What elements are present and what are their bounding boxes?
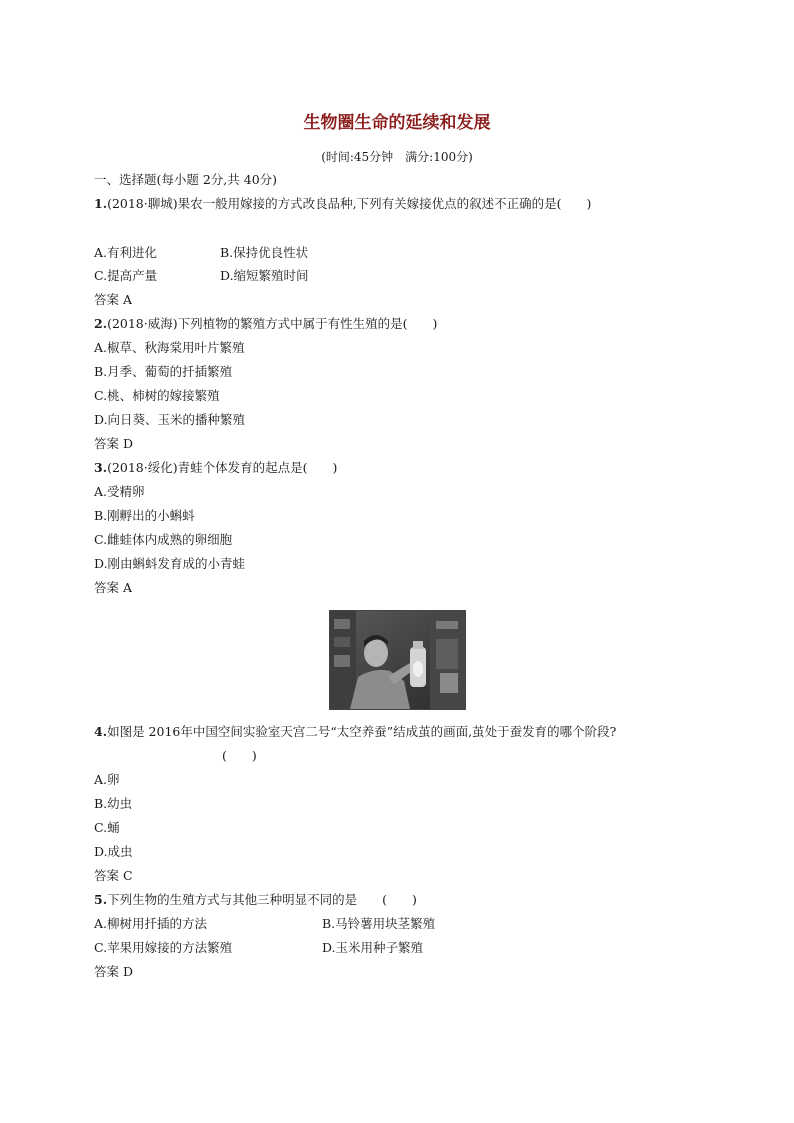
option-a: A.卵 xyxy=(94,772,120,787)
option-d: D.成虫 xyxy=(94,844,133,859)
question-2 xyxy=(94,316,437,332)
option-d: D.玉米用种子繁殖 xyxy=(322,940,424,955)
option-b: B.保持优良性状 xyxy=(220,245,309,260)
answer-parenthesis: ( ) xyxy=(222,748,257,763)
astronaut-silkworm-photo xyxy=(329,610,466,710)
question-number: 2. xyxy=(94,316,108,331)
option-c: C.苹果用嫁接的方法繁殖 xyxy=(94,940,233,955)
question-4 xyxy=(94,724,616,740)
answer: 答案 D xyxy=(94,436,133,451)
answer: 答案 C xyxy=(94,868,133,883)
option-d: D.缩短繁殖时间 xyxy=(220,268,309,283)
question-number: 3. xyxy=(94,460,108,475)
page-subtitle: (时间:45分钟 满分:100分) xyxy=(321,150,473,164)
option-d: D.刚由蝌蚪发育成的小青蛙 xyxy=(94,556,246,571)
option-c: C.提高产量 xyxy=(94,268,158,283)
option-b: B.月季、葡萄的扦插繁殖 xyxy=(94,364,233,379)
option-a: A.柳树用扦插的方法 xyxy=(94,916,208,931)
answer: 答案 A xyxy=(94,292,133,307)
question-1 xyxy=(94,196,591,212)
option-c: C.桃、柿树的嫁接繁殖 xyxy=(94,388,220,403)
answer: 答案 A xyxy=(94,580,133,595)
option-b: B.幼虫 xyxy=(94,796,133,811)
option-a: A.受精卵 xyxy=(94,484,145,499)
question-stem: 下列生物的生殖方式与其他三种明显不同的是 ( ) xyxy=(107,892,417,907)
option-d: D.向日葵、玉米的播种繁殖 xyxy=(94,412,246,427)
option-c: C.蛹 xyxy=(94,820,120,835)
question-stem: (2018·聊城)果农一般用嫁接的方式改良品种,下列有关嫁接优点的叙述不正确的是( ) xyxy=(107,196,592,211)
question-5 xyxy=(94,892,417,908)
page-title: 生物圈生命的延续和发展 xyxy=(303,113,491,133)
question-stem: 如图是 2016年中国空间实验室天宫二号“太空养蚕”结成茧的画面,茧处于蚕发育的哪个阶段? xyxy=(107,724,617,739)
answer: 答案 D xyxy=(94,964,133,979)
section-heading: 一、选择题(每小题 2分,共 40分) xyxy=(94,172,278,187)
question-number: 4. xyxy=(94,724,108,739)
option-b: B.马铃薯用块茎繁殖 xyxy=(322,916,436,931)
question-number: 5. xyxy=(94,892,108,907)
question-number: 1. xyxy=(94,196,108,211)
question-stem: (2018·绥化)青蛙个体发育的起点是( ) xyxy=(107,460,338,475)
question-3 xyxy=(94,460,337,476)
option-b: B.刚孵出的小蝌蚪 xyxy=(94,508,195,523)
option-c: C.雌蛙体内成熟的卵细胞 xyxy=(94,532,233,547)
option-a: A.有利进化 xyxy=(94,245,158,260)
option-a: A.椒草、秋海棠用叶片繁殖 xyxy=(94,340,245,355)
question-stem: (2018·威海)下列植物的繁殖方式中属于有性生殖的是( ) xyxy=(107,316,438,331)
